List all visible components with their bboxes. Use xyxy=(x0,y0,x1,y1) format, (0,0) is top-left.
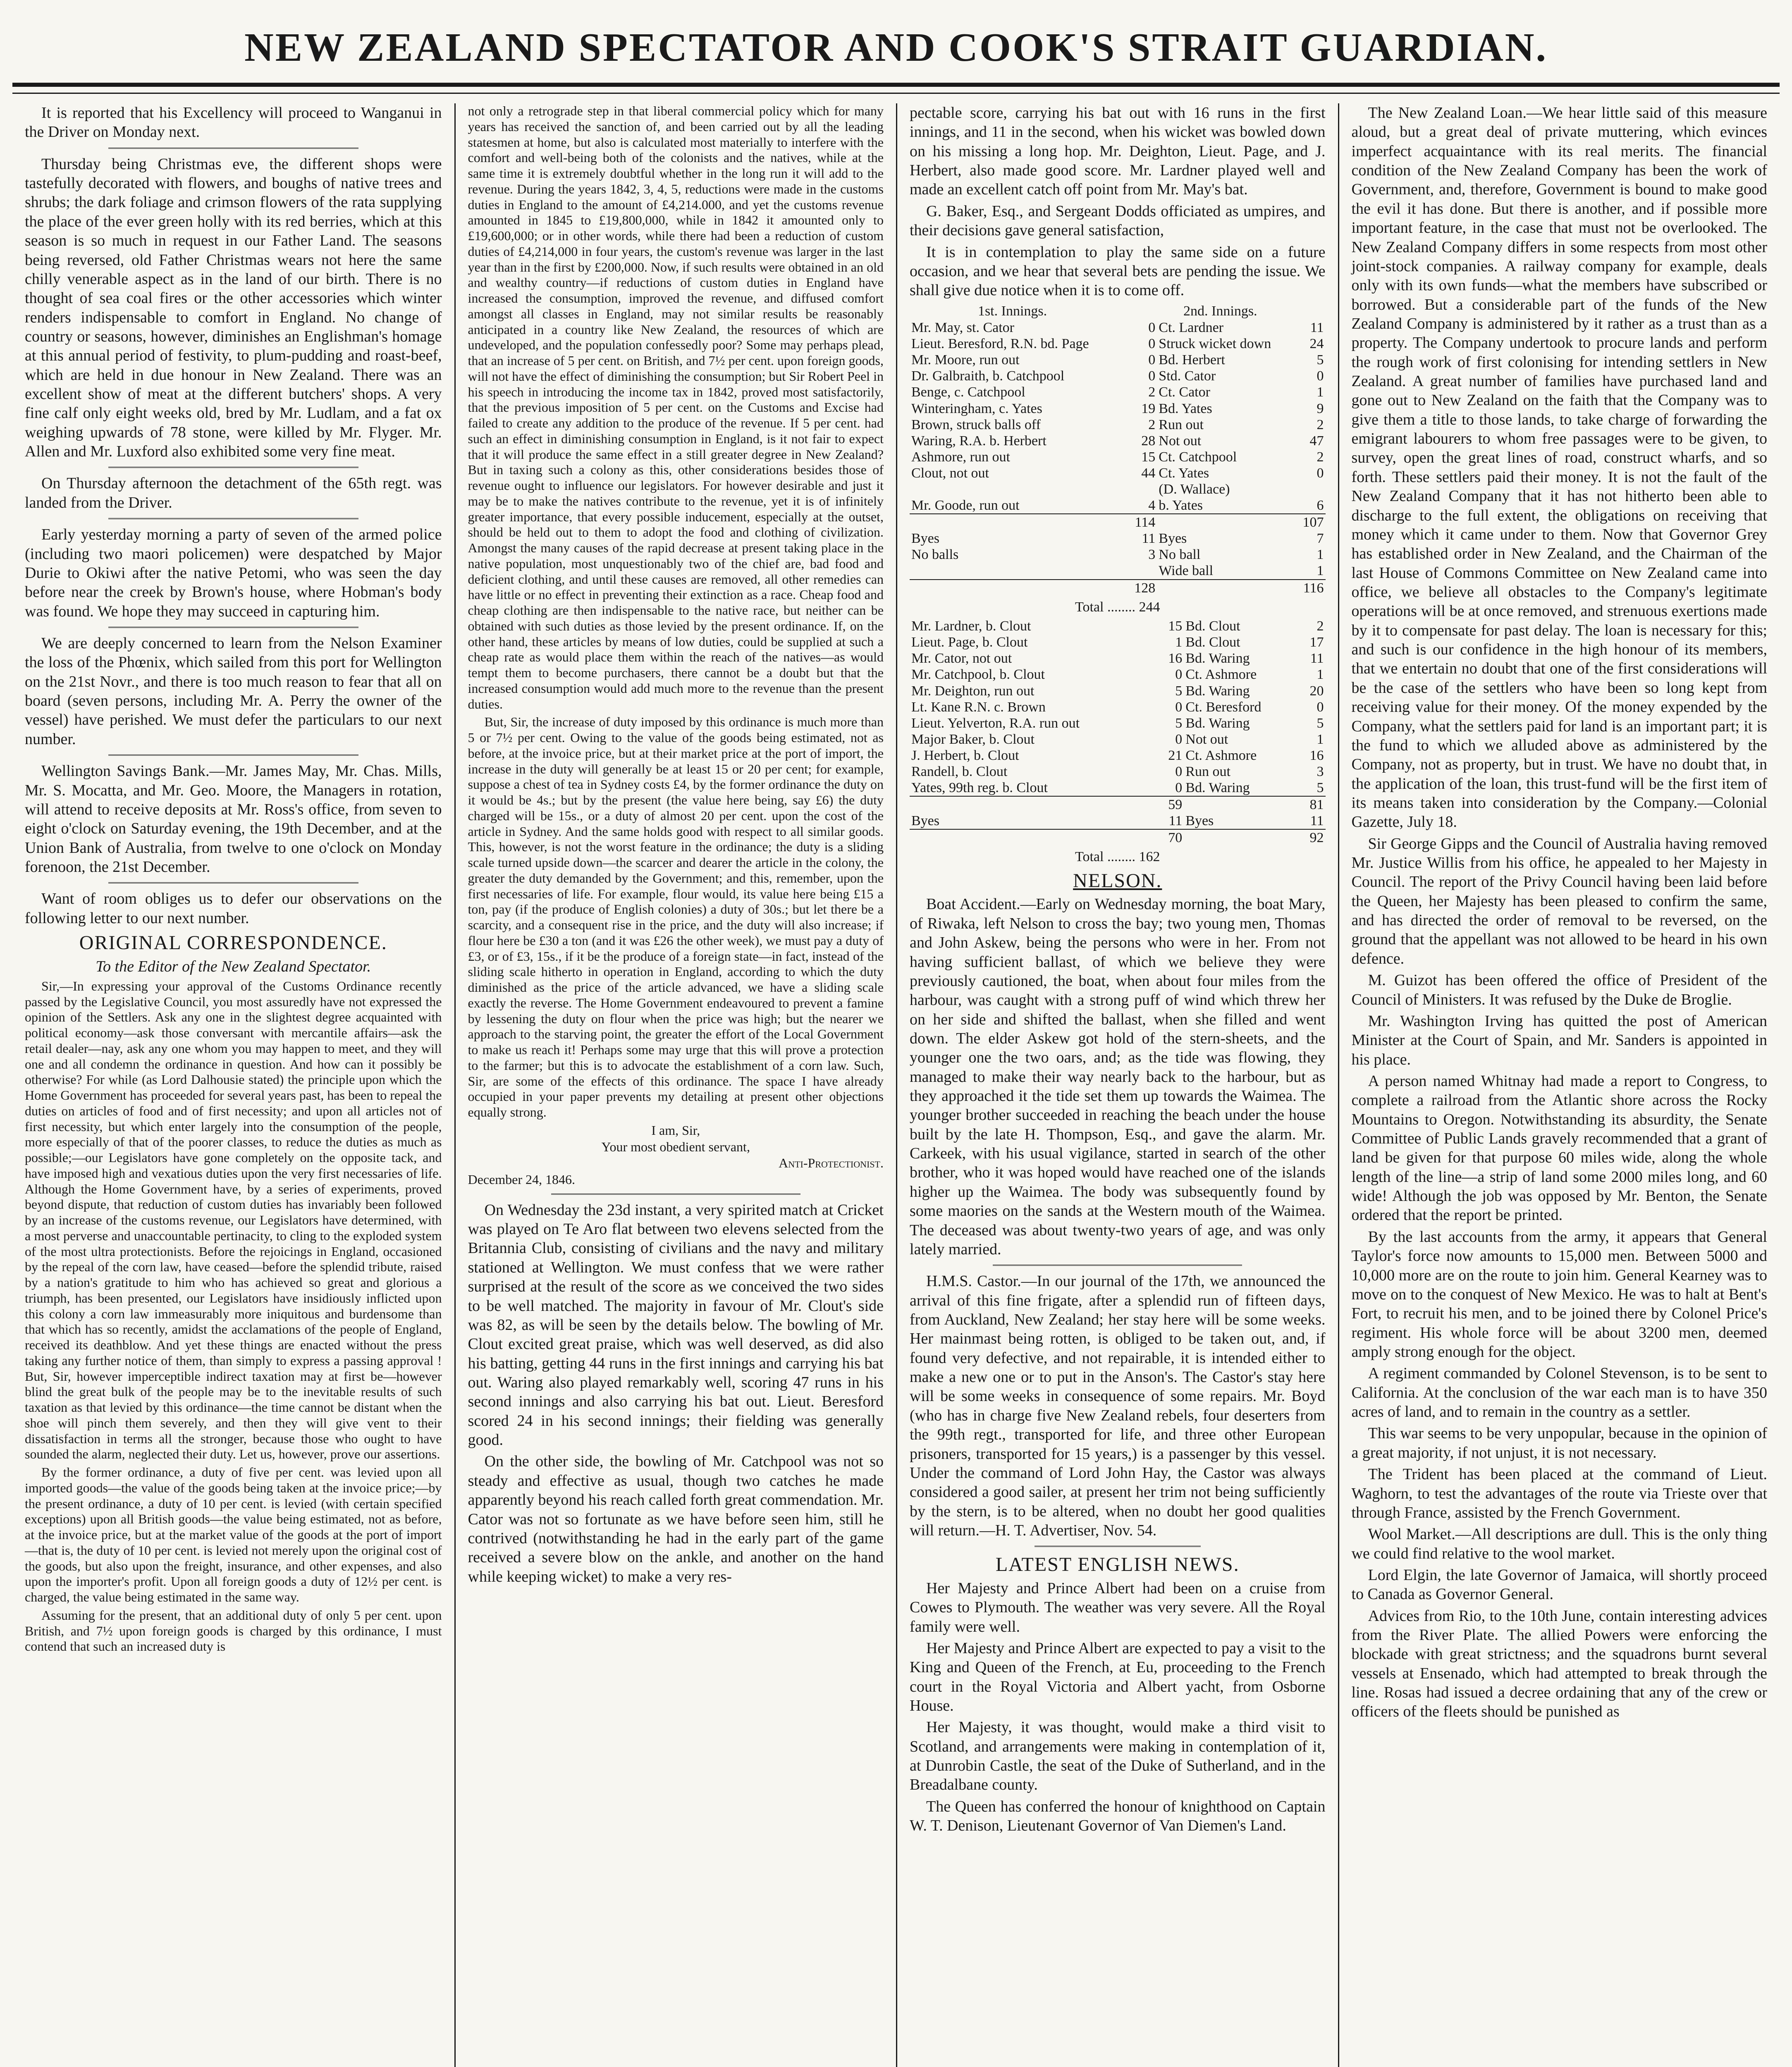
section-heading: ORIGINAL CORRESPONDENCE. xyxy=(79,932,387,954)
runs: 16 xyxy=(1168,651,1183,666)
dismissal: Run out xyxy=(1185,764,1231,779)
masthead-rule-thin xyxy=(12,93,1780,94)
dismissal: Not out xyxy=(1159,433,1202,449)
runs: 11 xyxy=(1310,320,1324,336)
section-heading: NELSON. xyxy=(1073,869,1162,892)
runs: 2 xyxy=(1148,417,1156,432)
runs: 5 xyxy=(1317,780,1324,796)
extras-label: Byes xyxy=(911,531,939,547)
table-row xyxy=(910,731,1326,747)
signature-name: Anti-Protectionist. xyxy=(779,1155,884,1171)
innings-1-header: 1st. Innings. xyxy=(977,303,1047,319)
article-paragraph: A person named Whitnay had made a report to Congress, to complete a railroad from the Atlantic shore across the Rocky Mountains to Oregon. Notwithstanding its absurdity, the Senate Committee of Public Lands gravely recommended that a grant of land be given for that purpose 60 miles wide, along the whole length of the line—a strip of land some 2000 miles long, and 60 wide! Although the job was opposed by Mr. Benton, the Senate ordered that the report be printed. xyxy=(1351,1072,1767,1224)
dismissal: Bd. Clout xyxy=(1185,618,1240,634)
batsman: Mr. Lardner, b. Clout xyxy=(911,618,1031,634)
letter-addressee: To the Editor of the New Zealand Spectator. xyxy=(96,957,371,975)
table-row xyxy=(910,384,1326,400)
runs: 0 xyxy=(1148,368,1156,384)
masthead-rule-thick xyxy=(12,83,1780,87)
runs: 24 xyxy=(1309,336,1324,352)
column-3 xyxy=(896,103,1338,2067)
article-paragraph: Her Majesty and Prince Albert had been on a cruise from Cowes to Plymouth. The weather was very severe. All the Royal family were well. xyxy=(910,1579,1326,1635)
innings-total-row xyxy=(910,580,1326,596)
runs: 0 xyxy=(1317,699,1324,715)
extras-row xyxy=(910,547,1326,563)
article-paragraph: Thursday being Christmas eve, the different shops were tastefully decorated with flowers, and boughs of native trees and shrubs; the dark foliage and crimson flowers of the rata supplying the place of the ever green holly with its red berries, which at this season is so much in request in our Father Land. The seasons being reversed, old Father Christmas wears not here the same chilly venerable aspect as in the land of our birth. There is no thought of sea coal fires or the other accessories which winter renders indispensable to comfort in England. No change of country or seasons, however, diminishes an Englishman's homage at this annual period of festivity, to plum-pudding and roast-beef, which are held in due honour in New Zealand. There was an excellent show of meat at the different butchers' shops. A very fine calf only eight weeks old, bred by Mr. Ludlam, and a fat ox weighing upwards of 78 stone, were killed by Mr. Flyger. Mr. Allen and Mr. Luxford also exhibited some very fine meat. xyxy=(25,155,442,461)
table-row xyxy=(910,747,1326,764)
batsman: Waring, R.A. b. Herbert xyxy=(911,433,1047,449)
dismissal: Run out xyxy=(1159,417,1204,432)
dismissal: Ct. Ashmore xyxy=(1185,667,1257,683)
article-paragraph: H.M.S. Castor.—In our journal of the 17th, we announced the arrival of this fine frigate, after a splendid run of fifteen days, from Auckland, New Zealand; her stay here will be some weeks. Her mainmast being rotten, is obliged to be taken out, and, if found very defective, and not repairable, it is intended either to make a new one or to put in the Anson's. The Castor's stay here will be some weeks in consequence of some repairs. Mr. Boyd (who has in charge five New Zealand rebels, four deserters from the 99th regt., transported for life, and three other European prisoners, transported for 15 years,) is a passenger by this vessel. Under the command of Lord John Hay, the Castor was always considered a good sailer, at present her trim not being sufficiently by the stern, is to be altered, when no doubt her good qualities will return.—H. T. Advertiser, Nov. 54. xyxy=(910,1272,1326,1539)
batsman: Lieut. Yelverton, R.A. run out xyxy=(911,715,1080,731)
batsman: Mr. Catchpool, b. Clout xyxy=(911,667,1045,683)
runs xyxy=(1297,481,1326,497)
extras-value: 11 xyxy=(1168,813,1183,829)
dismissal: Bd. Clout xyxy=(1185,635,1240,650)
table-row xyxy=(910,650,1326,666)
runs: 0 xyxy=(1175,780,1183,796)
dismissal: Ct. Lardner xyxy=(1159,320,1223,336)
batsman: Ashmore, run out xyxy=(911,449,1010,465)
runs: 5 xyxy=(1175,683,1183,699)
runs: 0 xyxy=(1175,764,1183,779)
table-row xyxy=(910,780,1326,796)
runs: 5 xyxy=(1317,715,1324,731)
batsman: Lieut. Beresford, R.N. bd. Page xyxy=(911,336,1089,352)
dismissal: (D. Wallace) xyxy=(1159,482,1230,497)
table-row xyxy=(910,497,1326,514)
batsman: Mr. May, st. Cator xyxy=(911,320,1015,336)
batsman: Clout, not out xyxy=(911,465,989,481)
table-row xyxy=(910,449,1326,465)
total-value: 244 xyxy=(1139,599,1160,615)
innings-2-header: 2nd. Innings. xyxy=(1183,303,1257,319)
runs: 21 xyxy=(1168,747,1183,763)
article-paragraph: Mr. Washington Irving has quitted the post of American Minister at the Court of Spain, and Mr. Sanders is appointed in his place. xyxy=(1351,1012,1767,1068)
dismissal: b. Yates xyxy=(1159,498,1203,513)
separator xyxy=(108,627,358,628)
runs: 19 xyxy=(1141,401,1156,416)
subtotal: 114 xyxy=(1129,514,1157,530)
article-paragraph: Advices from Rio, to the 10th June, contain interesting advices from the River Plate. The allied Powers were enforcing the blockade with great strictness; and the squadrons burnt several vessels at Ensenado, which had attempted to break through the line. Rosas had issued a decree ordaining that any of the crew or officers of the fleets should be punished as xyxy=(1351,1607,1767,1721)
runs: 2 xyxy=(1317,618,1324,634)
batsman: Brown, struck balls off xyxy=(911,417,1041,432)
table-row xyxy=(910,336,1326,352)
letter-paragraph: Assuming for the present, that an additional duty of only 5 per cent. upon British, and 7½ upon foreign goods is charged by this ordinance, I must contend that such an increased duty is xyxy=(25,1607,442,1654)
article-paragraph: We are deeply concerned to learn from the Nelson Examiner the loss of the Phœnix, which sailed from this port for Wellington on the 21st Novr., and there is too much reason to fear that all on board (seven persons, including Mr. A. Perry the owner of the vessel) have perished. We must defer the particulars to our next number. xyxy=(25,634,442,748)
runs: 1 xyxy=(1317,384,1324,400)
article-paragraph: Early yesterday morning a party of seven of the armed police (including two maori policemen) were despatched by Major Durie to Okiwi after the native Petomi, who was seen the day before near the creek by Brown's house, where Hobman's body was found. We hope they may succeed in capturing him. xyxy=(25,526,442,620)
runs: 0 xyxy=(1317,368,1324,384)
runs: 0 xyxy=(1317,465,1324,481)
table-row xyxy=(910,666,1326,683)
extras-label: Wide ball xyxy=(1159,563,1214,579)
batsman: Benge, c. Catchpool xyxy=(911,384,1025,400)
article-paragraph: Boat Accident.—Early on Wednesday morning, the boat Mary, of Riwaka, left Nelson to cross the bay; two young men, Thomas and John Askew, being the persons who were in her. From not having sufficient ballast, of which we believe they were previously cautioned, the boat, when about four miles from the harbour, was caught with a strong puff of wind which threw her on her side and shifted the ballast, when she filled and went down. The elder Askew got hold of the stern-sheets, and the younger one the two oars, and; as the tide was flowing, they managed to make their way nearly back to the harbour, but as they approached it the tide set them up towards the Waimea. The younger brother succeeded in reaching the beach under the house built by the late H. Thompson, Esq., and gave the alarm. Mr. Carkeek, with his usual vigilance, started in search of the other brother, who it was hoped would have reached one of the islands higher up the Waimea. The body was subsequently found by some maories on the sands at the Western mouth of the Waimea. The deceased was about twenty-two years of age, and was only lately married. xyxy=(910,895,1326,1258)
dismissal: Bd. Herbert xyxy=(1159,352,1225,368)
total-value: 162 xyxy=(1139,849,1160,865)
runs: 0 xyxy=(1175,667,1183,683)
dismissal: Ct. Cator xyxy=(1159,384,1210,400)
article-paragraph: On Thursday afternoon the detachment of the 65th regt. was landed from the Driver. xyxy=(25,475,442,511)
article-paragraph: Sir George Gipps and the Council of Australia having removed Mr. Justice Willis from his office, he appealed to her Majesty in Council. The report of the Privy Council having been laid before the Queen, her Majesty has been pleased to confirm the same, and has directed the order of removal to be reversed, on the ground that the appellant was not allowed to be heard in his own defence. xyxy=(1351,835,1767,967)
article-paragraph: Lord Elgin, the late Governor of Jamaica, will shortly proceed to Canada as Governor General. xyxy=(1351,1566,1767,1603)
article-paragraph: It is reported that his Excellency will proceed to Wanganui in the Driver on Monday next. xyxy=(25,104,442,141)
runs: 2 xyxy=(1317,417,1324,432)
extras-label: Byes xyxy=(1159,531,1187,547)
table-row xyxy=(910,352,1326,368)
separator xyxy=(108,518,358,519)
article-paragraph: pectable score, carrying his bat out with 16 runs in the first innings, and 11 in the second, when his wicket was bowled down on his missing a long hop. Mr. Deighton, Lieut. Page, and J. Herbert, also made good score. Mr. Lardner played well and made an excellent catch off point from Mr. May's bat. xyxy=(910,104,1326,198)
article-paragraph: Want of room obliges us to defer our observations on the following letter to our next number. xyxy=(25,890,442,927)
runs: 28 xyxy=(1141,433,1156,449)
letter-paragraph: Sir,—In expressing your approval of the Customs Ordinance recently passed by the Legislative Council, you most assuredly have not expressed the opinion of the Settlers. Ask any one in the slightest degree acquainted with political economy—ask those conversant with mercantile affairs—ask the retail dealer—nay, ask any one whom you may happen to meet, and they will one and all condemn the ordinance in question. And how can it possibly be otherwise? For while (as Lord Dalhousie stated) the principle upon which the Home Government has proceeded for several years past, has been to repeal the duties on articles of food and of first necessity; and upon all articles not of first necessity, but which enter largely into the consumption of the people, more especially of that of the poorer classes, to reduce the duties as much as possible;—our Legislators have gone completely on the opposite tack, and have imposed high and vexatious duties upon the very first necessaries of life. Although the Home Government have, by a series of experiments, proved beyond dispute, that reduction of custom duties has invariably been followed by an increase of the customs revenue, our Legislators have determined, with a most perverse and unaccountable pertinacity, to cling to the exploded system of the most ultra protectionists. Before the rejoicings in England, occasioned by the repeal of the corn law, have ceased—before the splendid tribute, raised by a nation's gratitude to him who has achieved so great and glorious a triumph, has been presented, our Legislators have insidiously inflicted upon this colony a corn law immeasurably more iniquitous and burdensome than that which has so recently, amidst the acclamations of the people of England, received its deathblow. And yet these things are enacted without the press taking any further notice of them, than simply to express a passing approval ! But, Sir, however imperceptible indirect taxation may at first be—however blind the great bulk of the people may be to the inevitable results of such taxation as that levied by this ordinance—the time cannot be distant when the shoe will pinch them severely, and then they will give vent to their dissatisfaction in terms all the stronger, because those who ought to have sounded the alarm, neglected their duty. Let us, however, prove our assertions. xyxy=(25,978,442,1462)
runs: 44 xyxy=(1141,465,1156,481)
separator xyxy=(1035,1546,1201,1547)
innings-total: 128 xyxy=(1129,580,1157,596)
dismissal: Not out xyxy=(1185,731,1228,747)
separator xyxy=(108,467,358,468)
letter-paragraph: not only a retrograde step in that liberal commercial policy which for many years has received the sanction of, and been carried out by all the leading statesmen at home, but also is calculated most materially to interfere with the comfort and well-being both of the colonists and the natives, while at the same time it is extremely doubtful whether in the long run it will add to the revenue. During the years 1842, 3, 4, 5, reductions were made in the customs duties in England to the amount of £4,214.000, and yet the customs revenue amounted in 1845 to £19,800,000, while in 1842 it amounted only to £19,600,000; or in other words, while there had been a reduction of custom duties of £4,214,000 in four years, the custom's revenue was larger in the last year than in the first by £200,000. Now, if such results were obtained in an old and wealthy country—if reductions of custom duties in England have increased the consumption, improved the revenue, and diffused comfort amongst all classes in England, may not similar results be reasonably anticipated in a country like New Zealand, the resources of which are undeveloped, and the population confessedly poor? Some may perhaps plead, that an increase of 5 per cent. on British, and 7½ per cent. upon foreign goods, will not have the effect of diminishing the consumption; but Sir Robert Peel in his speech in introducing the income tax in 1842, proved most satisfactorily, that the previous imposition of 5 per cent. on the Customs and Excise had failed to create any addition to the produce of the revenue. If 5 per cent. had such an effect in diminishing consumption in England, is it not fair to expect that it will produce the same effect in a still greater degree in New Zealand? But in taxing such a colony as this, other considerations besides those of revenue ought to influence our legislators. For however desirable and just it may be to make the natives contribute to the revenue, yet it is of infinitely greater importance, that every possible inducement, especially at the outset, should be held out to them to adopt the food and clothing of civilization. Amongst the many causes of the rapid decrease at present taking place in the native population, most unquestionably two of the chief are, bad food and deficient clothing, and until these causes are removed, all other remedies can have little or no effect in preventing their extinction as a race. Cheap food and cheap clothing are then indispensable to the native race, but neither can be obtained with such duties as those levied by the present ordinance. If, on the other hand, these articles by means of low duties, could be supplied at such a cheap rate as would place them within the reach of the natives—as would tempt them to become purchasers, there cannot be a doubt but that the increased consumption would add much more to the revenue than the present duties. xyxy=(468,103,884,711)
extras-label: No ball xyxy=(1159,547,1201,563)
batsman: Mr. Cator, not out xyxy=(911,651,1012,666)
sign-off-line: I am, Sir, xyxy=(651,1122,700,1138)
extras-value: 1 xyxy=(1317,563,1324,579)
runs: 15 xyxy=(1168,618,1183,634)
innings-total-row xyxy=(910,829,1326,846)
runs: 2 xyxy=(1317,449,1324,465)
columns xyxy=(12,103,1780,2067)
innings-total: 116 xyxy=(1297,580,1326,596)
batsman: Dr. Galbraith, b. Catchpool xyxy=(911,368,1065,384)
extras-row xyxy=(910,530,1326,547)
article-paragraph: This war seems to be very unpopular, because in the opinion of a great majority, if not unjust, it is not necessary. xyxy=(1351,1425,1767,1461)
runs: 4 xyxy=(1148,498,1156,513)
total-label: Total xyxy=(1075,599,1104,615)
dismissal: Ct. Ashmore xyxy=(1185,747,1257,763)
batsman: Mr. Goode, run out xyxy=(911,498,1020,513)
article-paragraph: Wellington Savings Bank.—Mr. James May, Mr. Chas. Mills, Mr. S. Mocatta, and Mr. Geo. Moore, the Managers in rotation, will attend to receive deposits at Mr. Ross's office, from seven to eight o'clock on Saturday evening, the 19th December, and at the Union Bank of Australia, from twelve to one o'clock on Monday forenoon, the 21st December. xyxy=(25,762,442,876)
extras-value: 3 xyxy=(1148,547,1156,563)
runs: 15 xyxy=(1141,449,1156,465)
runs: 9 xyxy=(1317,401,1324,416)
table-row xyxy=(910,320,1326,336)
section-heading: LATEST ENGLISH NEWS. xyxy=(995,1554,1240,1576)
runs: 1 xyxy=(1317,731,1324,747)
table-row xyxy=(910,699,1326,715)
extras-label: No balls xyxy=(911,547,959,563)
extras-value: 7 xyxy=(1317,531,1324,547)
batsman: Mr. Moore, run out xyxy=(911,352,1020,368)
article-paragraph: M. Guizot has been offered the office of President of the Council of Ministers. It was refused by the Duke de Broglie. xyxy=(1351,971,1767,1008)
runs: 5 xyxy=(1317,352,1324,368)
separator xyxy=(108,754,358,756)
table-row xyxy=(910,368,1326,384)
dismissal: Bd. Yates xyxy=(1159,401,1212,416)
runs: 0 xyxy=(1148,320,1156,336)
subtotal: 59 xyxy=(1156,796,1184,813)
separator xyxy=(993,1265,1242,1266)
runs: 6 xyxy=(1317,498,1324,513)
dismissal: Bd. Waring xyxy=(1185,683,1250,699)
letter-body xyxy=(25,979,442,1654)
article-paragraph: A regiment commanded by Colonel Stevenson, is to be sent to California. At the conclusion of the war each man is to have 350 acres of land, and to remain in the country as a settler. xyxy=(1351,1365,1767,1421)
match-total: Total ........ 244 xyxy=(1075,599,1160,615)
scorecard-catchpool-side xyxy=(910,618,1326,846)
article-paragraph: It is in contemplation to play the same side on a future occasion, and we hear that several bets are pending the issue. We shall give due notice when it is to come off. xyxy=(910,243,1326,299)
runs xyxy=(1129,481,1157,497)
subtotal: 107 xyxy=(1297,514,1326,530)
dismissal: Struck wicket down xyxy=(1159,336,1271,352)
separator xyxy=(108,882,358,883)
subtotal-row xyxy=(910,796,1326,813)
article-paragraph: By the last accounts from the army, it appears that General Taylor's force now amounts to 15,000 men. Between 5000 and 10,000 more are on the route to join him. General Kearney was to move on to the conquest of New Mexico. He was to halt at Bent's Fort, to recruit his men, and to be joined there by Colonel Price's regiment. His whole force will be about 3200 men, deemed amply strong enough for the object. xyxy=(1351,1228,1767,1360)
runs: 17 xyxy=(1309,635,1324,650)
dismissal: Ct. Yates xyxy=(1159,465,1209,481)
dismissal: Bd. Waring xyxy=(1185,651,1250,666)
table-row xyxy=(910,401,1326,417)
article-paragraph: Her Majesty and Prince Albert are expected to pay a visit to the King and Queen of the French, at Eu, proceeding to the French court in the Royal Victoria and Albert yacht, from Osborne House. xyxy=(910,1639,1326,1715)
article-paragraph: Wool Market.—All descriptions are dull. This is the only thing we could find relative to the wool market. xyxy=(1351,1525,1767,1562)
runs: 3 xyxy=(1317,764,1324,779)
runs: 1 xyxy=(1175,635,1183,650)
runs: 11 xyxy=(1310,651,1324,666)
table-row xyxy=(910,715,1326,731)
table-row xyxy=(910,764,1326,780)
separator xyxy=(551,1193,800,1195)
dismissal: Bd. Waring xyxy=(1185,780,1250,796)
column-1 xyxy=(12,103,454,2067)
runs: 0 xyxy=(1148,352,1156,368)
extras-row xyxy=(910,563,1326,579)
batsman: Lt. Kane R.N. c. Brown xyxy=(911,699,1046,715)
batsman: Major Baker, b. Clout xyxy=(911,731,1035,747)
innings-total: 70 xyxy=(1156,829,1184,846)
letter-paragraph: But, Sir, the increase of duty imposed by this ordinance is much more than 5 or 7½ per cent. Owing to the value of the goods being estimated, not as before, at the invoice price, but at their market price at the port of import, the increase in the duty will generally be at least 15 or 20 per cent; for example, suppose a chest of tea in Sydney costs £4, by the former ordinance the duty on it would be 4s.; but by the present (the value here being, say £6) the duty charged will be 15s., or a duty of almost 20 per cent. upon the cost of the article in Sydney. And the same holds good with respect to all similar goods. This, however, is not the worst feature in the ordinance; the duty is a sliding scale turned upside down—the scarcer and dearer the article in the colony, the greater the duty demanded by the Government; and this, remember, upon the first necessaries of life. For example, flour would, its value here being £15 a ton, pay (if the produce of English colonies) a duty of 30s.; but let there be a scarcity, and a consequent rise in the price, and the duty will also increase; if flour here be £30 a ton (and it was £26 the other week), we must pay a duty of £3, or of £3, 15s., if it be the produce of a foreign state—in fact, instead of the sliding scale hitherto in operation in England, according to which the duty diminished as the price of the article advanced, we have a sliding scale exactly the reverse. The Home Government endeavoured to prevent a famine by lessening the duty on flour when the price was high; but the nearer we approach to the starving point, the greater the effort of the Local Government to make us reach it! Perhaps some may urge that this will prove a protection to the farmer; but this is to advocate the establishment of a corn law. Such, Sir, are some of the effects of this ordinance. The space I have already occupied in your paper prevents my detailing at present other objections equally strong. xyxy=(468,714,884,1119)
column-2 xyxy=(454,103,896,2067)
table-row xyxy=(910,481,1326,497)
runs: 1 xyxy=(1317,667,1324,683)
scorecard-clout-side xyxy=(910,320,1326,596)
article-paragraph: On Wednesday the 23d instant, a very spirited match at Cricket was played on Te Aro flat between two elevens selected from the Britannia Club, consisting of civilians and the navy and military stationed at Wellington. We must confess that we were rather surprised at the result of the score as we conceived the two sides to be well matched. The majority in favour of Mr. Clout's side was 82, as will be seen by the details below. The bowling of Mr. Clout excited great praise, which was well deserved, as did also his batting, getting 44 runs in the first innings and carrying his bat out. Waring also played remarkably well, scoring 47 runs in his second innings and also carrying his bat out. Lieut. Beresford scored 24 in his second innings; their fielding was generally good. xyxy=(468,1201,884,1449)
separator xyxy=(108,148,358,149)
batsman: Mr. Deighton, run out xyxy=(911,683,1035,699)
letter-continued xyxy=(468,103,884,1188)
article-paragraph: The New Zealand Loan.—We hear little said of this measure aloud, but a great deal of private muttering, which evinces imperfect acquaintance with its real merits. The financial condition of the New Zealand Company has been the work of Government, and, therefore, Government is bound to make good the evil it has done. But there is another, and if possible more important feature, in the case that must not be overlooked. The New Zealand Company differs in some respects from most other joint-stock companies. A railway company for example, deals only with its own funds—what the members have subscribed or borrowed. But a considerable part of the funds of the New Zealand Company is administered by it rather as a trust than as a property. The Company undertook to procure lands and perform the rough work of first colonising for intending settlers in New Zealand. A great number of families have purchased land and gone out to New Zealand on the faith that the Company was to give them a title to those lands, to take charge of forwarding the emigrant labourers to whom free passages were to be given, to survey, open the great lines of road, construct wharfs, and so forth. These settlers paid their money. It is not the fault of the New Zealand Company that it has not hitherto been able to discharge to the full extent, the obligations on receiving that money which it came under to them. Now that Governor Grey has established order in New Zealand, and the Chairman of the last House of Commons Committee on New Zealand came into office, we believe all obstacles to the Company's legitimate operations will be at once removed, and strenuous exertions made by it to compensate for past delay. The loan is necessary for this; and such is our confidence in the high honour of its members, that we entertain no doubt that one of the first considerations will be the case of the settlers who have been so long kept from receiving value for their money. Of the money expended by the Company, what the settlers paid for land is an important part; it is the fund to which we alluded above as administered by the Company, not as property, but in trust. We have no doubt that, in the application of the loan, this trust-fund will be the first item of its means taken into consideration by the Company.—Colonial Gazette, July 18. xyxy=(1351,104,1767,831)
dismissal: Std. Cator xyxy=(1159,368,1216,384)
extras-label: Byes xyxy=(911,813,939,829)
masthead-title: NEW ZEALAND SPECTATOR AND COOK'S STRAIT GUARDIAN. xyxy=(244,25,1548,70)
batsman: Yates, 99th reg. b. Clout xyxy=(911,780,1048,796)
runs: 47 xyxy=(1309,433,1324,449)
runs: 0 xyxy=(1175,699,1183,715)
article-paragraph: G. Baker, Esq., and Sergeant Dodds officiated as umpires, and their decisions gave general satisfaction, xyxy=(910,202,1326,239)
scorecard-header xyxy=(910,303,1326,320)
letter-date: December 24, 1846. xyxy=(468,1172,575,1187)
runs: 0 xyxy=(1148,336,1156,352)
table-row xyxy=(910,618,1326,634)
article-paragraph: Her Majesty, it was thought, would make a third visit to Scotland, and arrangements were making in contemplation of it, at Dunrobin Castle, the seat of the Duke of Sutherland, and in the Breadalbane county. xyxy=(910,1719,1326,1794)
dismissal: Ct. Catchpool xyxy=(1159,449,1237,465)
total-label: Total xyxy=(1075,849,1104,865)
runs: 5 xyxy=(1175,715,1183,731)
extras-value: 1 xyxy=(1317,547,1324,563)
table-row xyxy=(910,634,1326,650)
article-paragraph: The Queen has conferred the honour of knighthood on Captain W. T. Denison, Lieutenant Governor of Van Diemen's Land. xyxy=(910,1797,1326,1835)
sign-off-line: Your most obedient servant, xyxy=(601,1139,750,1154)
extras-value: 11 xyxy=(1142,531,1156,547)
batsman: J. Herbert, b. Clout xyxy=(911,747,1019,763)
dismissal: Bd. Waring xyxy=(1185,715,1250,731)
article-paragraph: The Trident has been placed at the command of Lieut. Waghorn, to test the advantages of the route via Trieste over that through France, assisted by the French Government. xyxy=(1351,1466,1767,1521)
batsman: Winteringham, c. Yates xyxy=(911,401,1042,416)
batsman: Lieut. Page, b. Clout xyxy=(911,635,1028,650)
subtotal: 81 xyxy=(1297,796,1326,813)
runs: 16 xyxy=(1309,747,1324,763)
column-4 xyxy=(1338,103,1780,2067)
batsman xyxy=(910,481,1129,497)
dismissal: Ct. Beresford xyxy=(1185,699,1262,715)
table-row xyxy=(910,683,1326,699)
extras-row xyxy=(910,813,1326,829)
runs: 0 xyxy=(1175,731,1183,747)
table-row xyxy=(910,417,1326,433)
extras-value: 11 xyxy=(1310,813,1324,829)
match-total: Total ........ 162 xyxy=(1075,849,1160,865)
letter-paragraph: By the former ordinance, a duty of five per cent. was levied upon all imported goods—the value of the goods being taken at the invoice price;—by the present ordinance, a duty of 10 per cent. is levied (with certain specified exceptions) upon all British goods—the value being estimated, not as before, at the invoice price, but at the market value of the goods at the port of import—that is, the duty of 10 per cent. is levied not merely upon the original cost of the goods, but also upon the freight, insurance, and other expenses, and also upon the importer's profit. Upon all foreign goods a duty of 12½ per cent. is charged, the value being estimated in the same way. xyxy=(25,1465,442,1605)
table-row xyxy=(910,433,1326,449)
extras-label: Byes xyxy=(1185,813,1214,829)
table-row xyxy=(910,465,1326,481)
article-paragraph: On the other side, the bowling of Mr. Catchpool was not so steady and effective as usual, though two catches he made apparently beyond his reach called forth great commendation. Mr. Cator was not so fortunate as we have before seen him, still he contrived (notwithstanding he had in the early part of the game received a severe blow on the ankle, and another on the hand while keeping wicket) to make a very res- xyxy=(468,1453,884,1585)
subtotal-row xyxy=(910,514,1326,530)
batsman: Randell, b. Clout xyxy=(911,764,1008,779)
innings-total: 92 xyxy=(1297,829,1326,846)
runs: 2 xyxy=(1148,384,1156,400)
runs: 20 xyxy=(1309,683,1324,699)
